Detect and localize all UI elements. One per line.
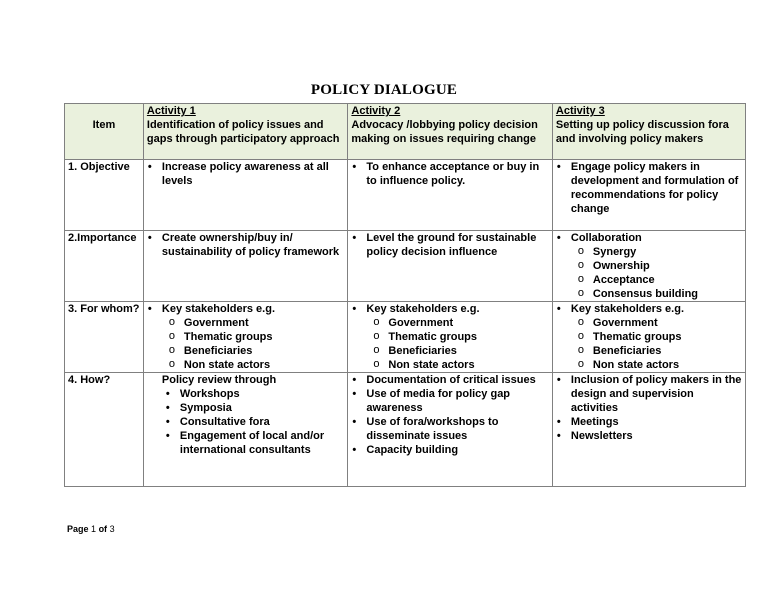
stakeholder-item: o Non state actors [578, 358, 742, 372]
how-a2-item: • Capacity building [351, 443, 549, 457]
stakeholder-item: o Thematic groups [169, 330, 345, 344]
table-header-row [65, 104, 746, 160]
importance-sub: o Consensus building [578, 287, 742, 301]
how-a1-item: • Symposia [165, 401, 345, 415]
row-label-importance: 2.Importance [65, 231, 144, 302]
page-word: Page [67, 524, 89, 534]
table-row-for-whom [65, 302, 746, 373]
for-whom-bullet: • Key stakeholders e.g. [351, 302, 549, 316]
row-label-for-whom: 3. For whom? [65, 302, 144, 373]
document-title: POLICY DIALOGUE [310, 82, 458, 98]
stakeholder-item: o Thematic groups [578, 330, 742, 344]
how-a1-item: • Consultative fora [165, 415, 345, 429]
importance-a3: • Collaboration [556, 231, 742, 245]
activity-1-desc: Identification of policy issues and gaps through participatory approach [146, 119, 340, 145]
how-a1-intro: Policy review through [161, 374, 277, 386]
activity-2-label: Activity 2 [351, 105, 401, 117]
header-activity-1 [143, 104, 348, 160]
stakeholder-item: o Beneficiaries [169, 344, 345, 358]
page-number: 1 [91, 524, 97, 534]
stakeholder-item: o Non state actors [373, 358, 549, 372]
table-row-objective [65, 160, 746, 231]
for-whom-bullet: • Key stakeholders e.g. [147, 302, 345, 316]
row-label-how: 4. How? [65, 373, 144, 487]
how-a3-item: • Inclusion of policy makers in the design and supervision activities [556, 373, 742, 415]
activity-3-label: Activity 3 [555, 105, 605, 117]
importance-sub: o Acceptance [578, 273, 742, 287]
how-a2-item: • Use of fora/workshops to disseminate issues [351, 415, 549, 443]
how-a2-item: • Documentation of critical issues [351, 373, 549, 387]
row-label-objective: 1. Objective [65, 160, 144, 231]
stakeholder-item: o Government [578, 316, 742, 330]
activity-2-desc: Advocacy /lobbying policy decision making on issues requiring change [351, 119, 538, 145]
stakeholder-item: o Thematic groups [373, 330, 549, 344]
activity-1-label: Activity 1 [146, 105, 196, 117]
header-activity-3 [552, 104, 745, 160]
policy-table [64, 103, 746, 487]
header-item: Item [65, 104, 144, 160]
how-a1-item: • Workshops [165, 387, 345, 401]
stakeholder-item: o Non state actors [169, 358, 345, 372]
objective-a1: • Increase policy awareness at all levels [147, 160, 345, 188]
how-a1-item: • Engagement of local and/or international consultants [165, 429, 345, 457]
importance-sub: o Synergy [578, 245, 742, 259]
objective-a3: • Engage policy makers in development and formulation of recommendations for policy change [556, 160, 742, 216]
page-total: 3 [109, 524, 115, 534]
importance-a1: • Create ownership/buy in/ sustainability of policy framework [147, 231, 345, 259]
how-a3-item: • Newsletters [556, 429, 742, 443]
importance-a2: • Level the ground for sustainable policy decision influence [351, 231, 549, 259]
stakeholder-item: o Government [169, 316, 345, 330]
page-footer [67, 524, 115, 534]
of-word: of [98, 524, 108, 534]
how-a2-item: • Use of media for policy gap awareness [351, 387, 549, 415]
for-whom-bullet: • Key stakeholders e.g. [556, 302, 742, 316]
header-activity-2 [348, 104, 553, 160]
how-a3-item: • Meetings [556, 415, 742, 429]
stakeholder-item: o Government [373, 316, 549, 330]
activity-3-desc: Setting up policy discussion fora and involving policy makers [555, 119, 729, 145]
importance-sub: o Ownership [578, 259, 742, 273]
stakeholder-item: o Beneficiaries [578, 344, 742, 358]
table-row-importance [65, 231, 746, 302]
objective-a2: • To enhance acceptance or buy in to influence policy. [351, 160, 549, 188]
table-row-how [65, 373, 746, 487]
stakeholder-item: o Beneficiaries [373, 344, 549, 358]
